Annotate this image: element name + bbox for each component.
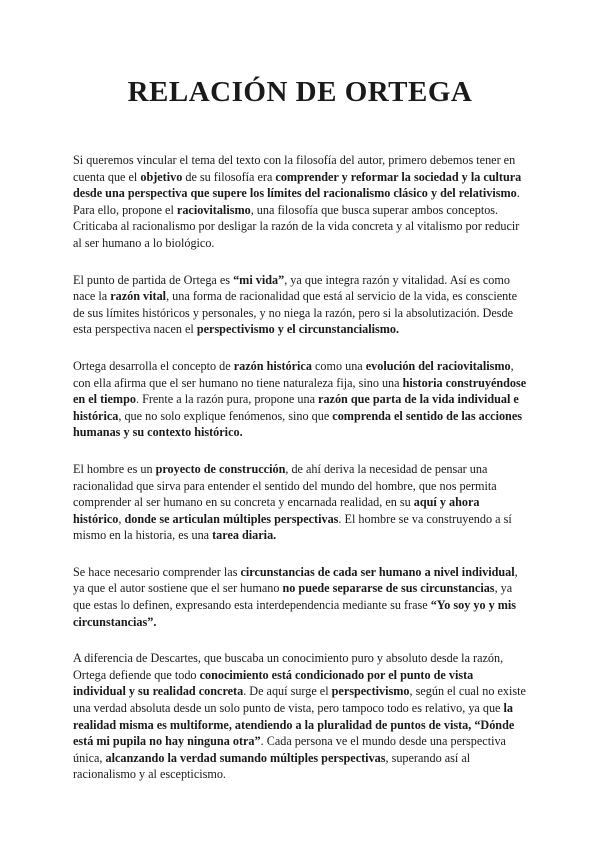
bold-text: razón histórica: [233, 358, 312, 373]
bold-text: evolución del raciovitalismo: [365, 358, 511, 373]
document-title: RELACIÓN DE ORTEGA: [127, 76, 473, 108]
text-run: , que no solo explique fenómenos, sino que: [118, 408, 333, 423]
text-run: , ya que estas lo definen, expresando esta interdependencia mediante su frase: [73, 581, 513, 613]
paragraph-1: [73, 152, 529, 252]
bold-text: la realidad misma es multiforme, atendiendo a la pluralidad de puntos de vista, “Dónde está mi pupila no hay ninguna otra”: [73, 701, 515, 749]
bold-text: conocimiento está condicionado por el punto de vista individual y su realidad concreta: [73, 667, 474, 699]
text-run: . Cada persona ve el mundo desde una perspectiva única,: [73, 734, 506, 765]
paragraph-3: [73, 358, 529, 441]
text-run: ,: [118, 511, 125, 526]
bold-text: aquí y ahora histórico: [73, 495, 480, 526]
bold-text: razón vital: [110, 289, 167, 304]
text-run: . De aquí surge el: [243, 684, 332, 699]
document-body: [73, 152, 529, 803]
bold-text: “mi vida”: [233, 272, 285, 287]
text-run: , según el cual no existe una verdad absoluta desde un solo punto de vista, pero tampoco todo es relativo, ya que: [73, 684, 526, 716]
bold-text: tarea diaria.: [212, 528, 277, 543]
text-run: Ortega desarrolla el concepto de: [73, 358, 234, 373]
bold-text: razón que parta de la vida individual e histórica: [73, 392, 519, 423]
paragraph-5: [73, 564, 529, 630]
bold-text: alcanzando la verdad sumando múltiples perspectivas: [105, 750, 386, 765]
bold-text: comprenda el sentido de las acciones humanas y su contexto histórico.: [73, 408, 522, 440]
bold-text: comprender y reformar la sociedad y la cultura desde una perspectiva que supere los límites del racionalismo clásico y del relativismo: [73, 169, 522, 201]
bold-text: perspectivismo y el circunstancialismo.: [196, 322, 400, 337]
bold-text: perspectivismo: [331, 684, 410, 699]
bold-text: objetivo: [140, 169, 183, 184]
text-run: El hombre es un: [73, 461, 156, 476]
text-run: , ya que el autor sostiene que el ser humano: [73, 564, 518, 596]
bold-text: historia construyéndose en el tiempo: [73, 375, 527, 407]
bold-text: raciovitalismo: [176, 202, 251, 217]
text-run: , una forma de racionalidad que está al servicio de la vida, es consciente de sus límites históricos y personales, y no niega la razón, pero si la absolutización. Desde esta perspectiva nacen el: [73, 289, 517, 337]
text-run: El punto de partida de Ortega es: [73, 272, 234, 287]
text-run: Se hace necesario comprender las: [73, 564, 241, 579]
paragraph-6: [73, 650, 529, 783]
paragraph-4: [73, 461, 529, 544]
text-run: , una filosofía que busca superar ambos conceptos. Criticaba al racionalismo por desligar la razón de la vida concreta y al vitalismo por reducir al ser humano a lo biológico.: [73, 202, 520, 250]
bold-text: circunstancias de cada ser humano a nivel individual: [240, 564, 515, 579]
bold-text: no puede separarse de sus circunstancias: [282, 581, 495, 596]
text-run: , superando así al racionalismo y al escepticismo.: [73, 750, 471, 782]
text-run: . Frente a la razón pura, propone una: [135, 392, 319, 407]
text-run: , ya que integra razón y vitalidad. Así es como nace la: [73, 272, 510, 304]
text-run: , de ahí deriva la necesidad de pensar una racionalidad que sirva para entender el sentido del mundo del hombre, que nos permita comprender al ser humano en su concreta y encarnada realidad, en su: [73, 461, 497, 510]
bold-text: proyecto de construcción: [155, 461, 286, 476]
text-run: como una: [311, 358, 366, 373]
text-run: de su filosofía era: [182, 169, 276, 184]
text-run: . El hombre se va construyendo a sí mismo en la historia, es una: [73, 511, 512, 543]
text-run: A diferencia de Descartes, que buscaba un conocimiento puro y absoluto desde la razón, Ortega defiende que todo: [73, 651, 504, 682]
bold-text: donde se articulan múltiples perspectivas: [124, 511, 339, 526]
paragraph-2: [73, 272, 529, 338]
text-run: , con ella afirma que el ser humano no tiene naturaleza fija, sino una: [73, 358, 514, 390]
text-run: . Para ello, propone el: [73, 186, 520, 217]
bold-text: “Yo soy yo y mis circunstancias”.: [73, 598, 517, 629]
text-run: Si queremos vincular el tema del texto con la filosofía del autor, primero debemos tener en cuenta que el: [73, 153, 516, 184]
